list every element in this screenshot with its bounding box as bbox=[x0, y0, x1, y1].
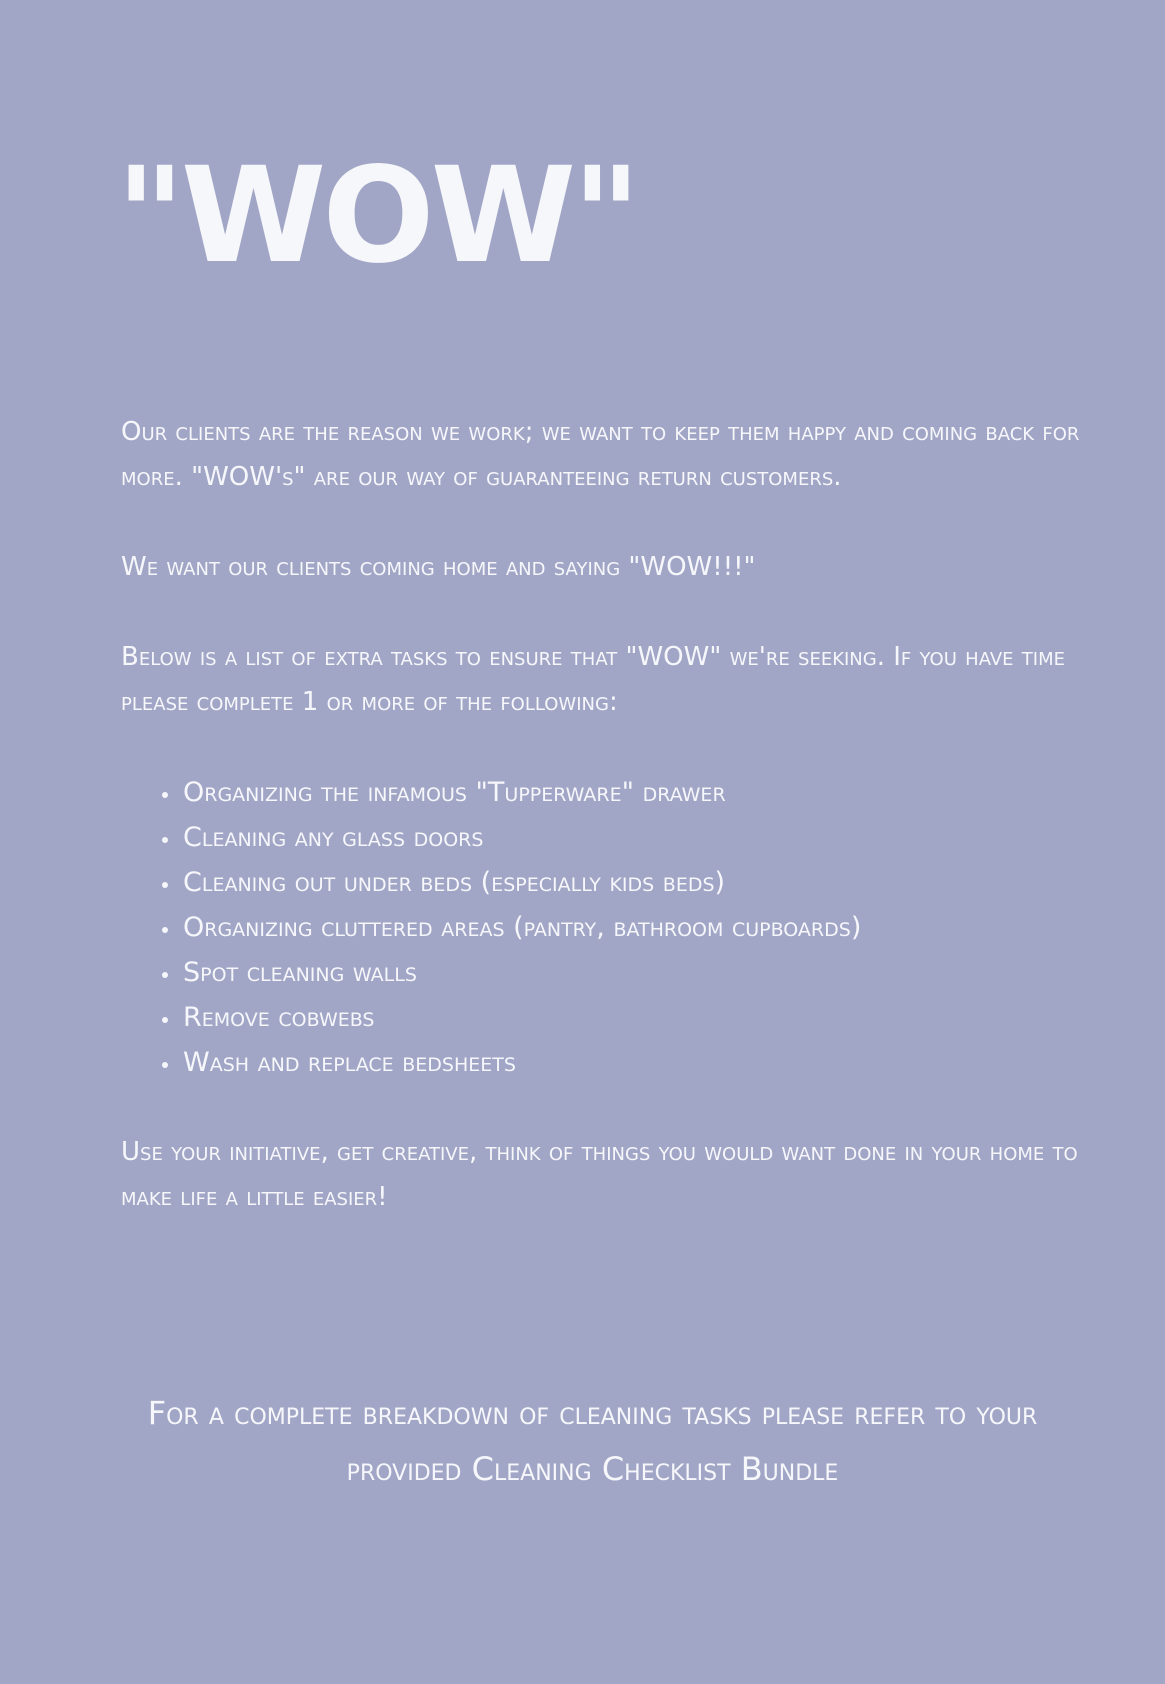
intro-paragraph: Our clients are the reason we work; we want to keep them happy and coming back for more. "WOW's" are our way of guaranteeing return customers. bbox=[121, 417, 1080, 492]
body-content bbox=[121, 410, 1081, 1220]
list-item: • Wash and replace bedsheets bbox=[181, 1040, 1081, 1085]
list-item: • Remove cobwebs bbox=[181, 995, 1081, 1040]
list-item: • Spot cleaning walls bbox=[181, 950, 1081, 995]
wow-paragraph: We want our clients coming home and saying "WOW!!!" bbox=[121, 552, 756, 582]
footer-note: For a complete breakdown of cleaning tasks please refer to your provided Cleaning Checklist Bundle bbox=[147, 1394, 1038, 1488]
tasks-intro-paragraph: Below is a list of extra tasks to ensure that "WOW" we're seeking. If you have time please complete 1 or more of the following: bbox=[121, 642, 1066, 717]
extra-tasks-list bbox=[121, 770, 1081, 1085]
page-title: "WOW" bbox=[116, 139, 637, 293]
list-item: • Organizing cluttered areas (pantry, bathroom cupboards) bbox=[181, 905, 1081, 950]
list-item: • Cleaning out under beds (especially kids beds) bbox=[181, 860, 1081, 905]
initiative-paragraph: Use your initiative, get creative, think of things you would want done in your home to make life a little easier! bbox=[121, 1137, 1078, 1212]
list-item: • Organizing the infamous "Tupperware" drawer bbox=[181, 770, 1081, 815]
list-item: • Cleaning any glass doors bbox=[181, 815, 1081, 860]
